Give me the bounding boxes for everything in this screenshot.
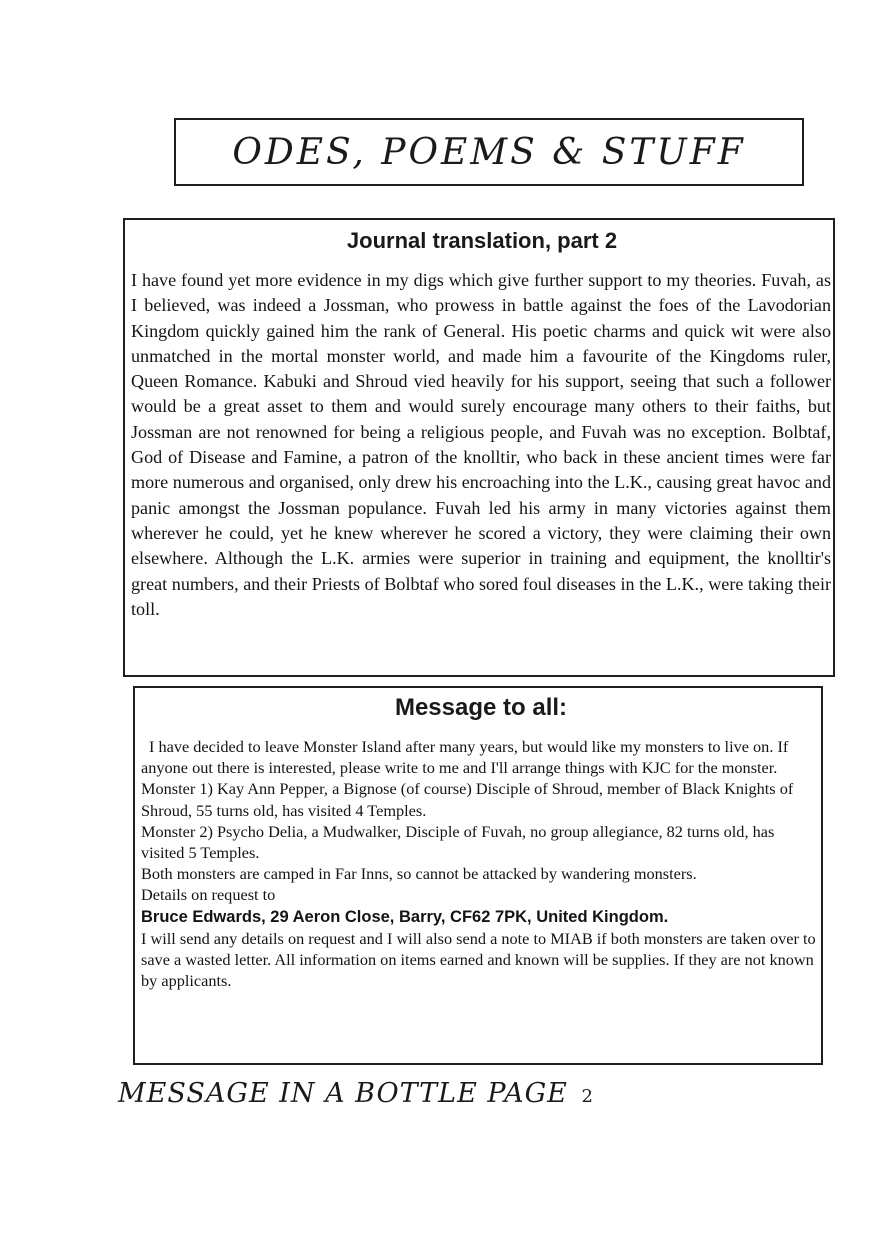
camped-note: Both monsters are camped in Far Inns, so cannot be attacked by wandering monsters.	[141, 864, 697, 884]
section-title: ODES, POEMS & STUFF	[232, 131, 746, 173]
article-title: Journal translation, part 2	[346, 228, 618, 253]
footer-title: MESSAGE IN A BOTTLE PAGE	[118, 1078, 568, 1109]
header-box	[174, 118, 804, 186]
page-number: 2	[581, 1086, 594, 1107]
message-box	[133, 686, 823, 1065]
message-intro: I have decided to leave Monster Island after many years, but would like my monsters to live on. If anyone out there is interested, please write to me and I'll arrange things with KJC for the monster.	[141, 737, 789, 778]
monster-2-entry: Monster 2) Psycho Delia, a Mudwalker, Disciple of Fuvah, no group allegiance, 82 turns old, has visited 5 Temples.	[141, 821, 775, 863]
journal-article	[123, 218, 835, 677]
article-body: I have found yet more evidence in my digs which give further support to my theories. Fuvah, as I believed, was indeed a Jossman, who prowess in battle against the foes of the Lavodorian Kingdom quickly gained him the rank of General. His poetic charms and quick wit were also unmatched in the mortal monster world, and made him a favourite of the Kingdoms ruler, Queen Romance. Kabuki and Shroud vied heavily for his support, seeing that such a follower would be a great asset to them and would surely encourage many others to their faiths, but Jossman are not renowned for being a religious people, and Fuvah was no exception. Bolbtaf, God of Disease and Famine, a patron of the knolltir, who back in these ancient times were far more numerous and organised, only drew his encroaching into the L.K., causing great havoc and panic amongst the Jossman populance. Fuvah led his army in many victories against them wherever he could, yet he knew wherever he scored a victory, they were claiming their own elsewhere. Although the L.K. armies were superior in training and equipment, the knolltir's great numbers, and their Priests of Bolbtaf who sored foul diseases in the L.K., were taking their toll.	[131, 270, 831, 619]
contact-address: Bruce Edwards, 29 Aeron Close, Barry, CF62 7PK, United Kingdom.	[141, 907, 669, 926]
page-footer	[118, 1078, 594, 1109]
message-title: Message to all:	[394, 694, 568, 721]
details-note: Details on request to	[141, 885, 276, 905]
monster-1-entry: Monster 1) Kay Ann Pepper, a Bignose (of course) Disciple of Shroud, member of Black Knights of Shroud, 55 turns old, has visited 4 Temples.	[141, 779, 794, 820]
message-body	[141, 736, 821, 991]
closing-note: I will send any details on request and I will also send a note to MIAB if both monsters are taken over to save a wasted letter. All information on items earned and known will be supplies. If they are not known by applicants.	[141, 928, 816, 991]
